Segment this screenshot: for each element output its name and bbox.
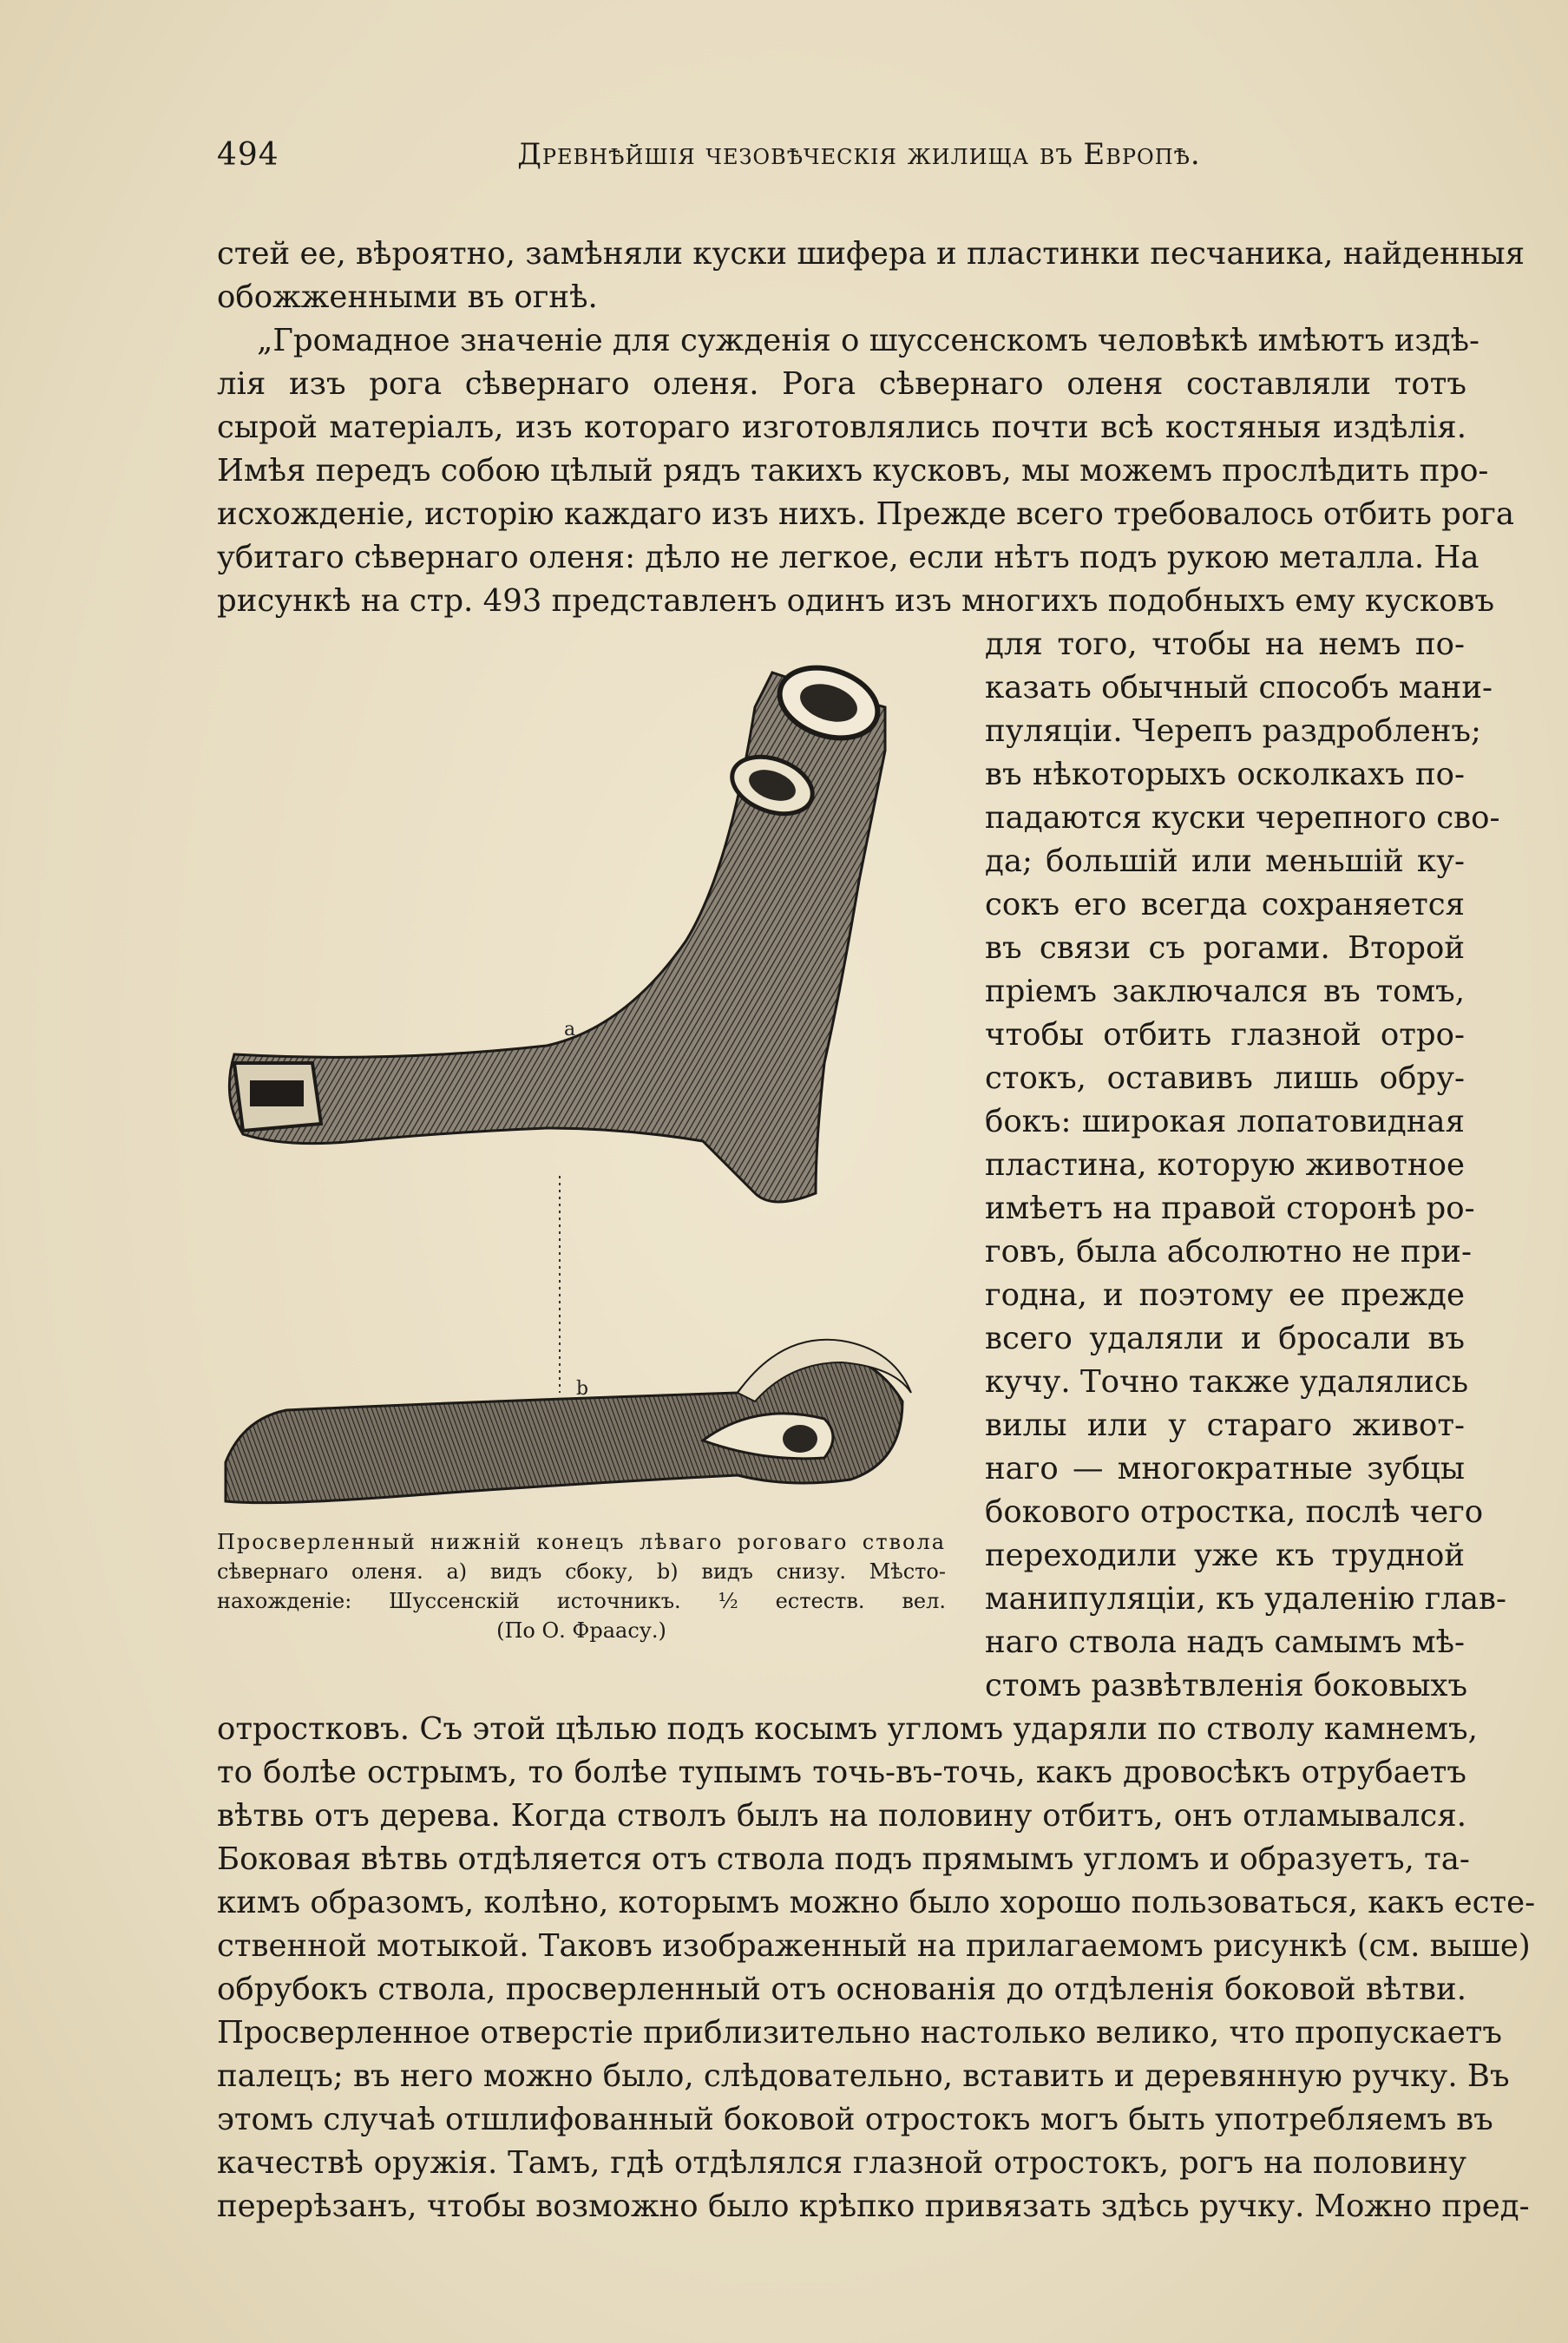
text-line: палецъ; въ него можно было, слѣдовательно, вставить и деревянную ручку. Въ — [217, 2058, 1510, 2094]
text-line: отростковъ. Съ этой цѣлью подъ косымъ угломъ ударяли по стволу камнемъ, — [217, 1711, 1478, 1747]
caption-line: нахожденіе: Шуссенскій источникъ. ½ естеств. вел. — [217, 1589, 946, 1613]
text-line: манипуляціи, къ удаленію глав- — [985, 1581, 1507, 1617]
text-line: качествѣ оружія. Тамъ, гдѣ отдѣлялся глазной отростокъ, рогъ на половину — [217, 2145, 1466, 2181]
text-line: падаются куски черепного сво- — [985, 800, 1500, 836]
text-line: вѣтвь отъ дерева. Когда стволъ былъ на половину отбитъ, онъ отламывался. — [217, 1798, 1466, 1834]
caption-line: (По О. Фраасу.) — [496, 1618, 666, 1643]
figure-view-a — [229, 656, 887, 1202]
caption-line: сѣвернаго оленя. а) видъ сбоку, b) видъ снизу. Мѣсто- — [217, 1559, 946, 1584]
text-line: переходили уже къ трудной — [985, 1538, 1465, 1573]
text-line: годна, и поэтому ее прежде — [985, 1277, 1465, 1313]
text-line: имѣетъ на правой сторонѣ ро- — [985, 1191, 1475, 1226]
antler-illustration — [217, 655, 963, 1514]
text-line: Боковая вѣтвь отдѣляется отъ ствола подъ прямымъ угломъ и образуетъ, та- — [217, 1841, 1470, 1877]
text-line: для того, чтобы на немъ по- — [985, 627, 1465, 662]
figure-view-b — [226, 1340, 911, 1503]
text-line: исхожденіе, исторію каждаго изъ нихъ. Прежде всего требовалось отбить рога — [217, 496, 1515, 532]
text-line: пуляціи. Черепъ раздробленъ; — [985, 713, 1481, 749]
text-line: наго ствола надъ самымъ мѣ- — [985, 1624, 1465, 1660]
text-line: ственной мотыкой. Таковъ изображенный на прилагаемомъ рисункѣ (см. выше) — [217, 1928, 1531, 1964]
text-line: казать обычный способъ мани- — [985, 670, 1493, 706]
text-line: говъ, была абсолютно не при- — [985, 1234, 1472, 1270]
text-line: всего удаляли и бросали въ — [985, 1321, 1465, 1356]
text-line: чтобы отбить глазной отро- — [985, 1017, 1465, 1053]
figure-label-a: a — [564, 1019, 576, 1040]
text-line: рисункѣ на стр. 493 представленъ одинъ изъ многихъ подобныхъ ему кусковъ — [217, 583, 1495, 619]
text-line: обрубокъ ствола, просверленный отъ основанія до отдѣленія боковой вѣтви. — [217, 1972, 1466, 2007]
text-line: Имѣя передъ собою цѣлый рядъ такихъ кусковъ, мы можемъ прослѣдить про- — [217, 453, 1489, 489]
text-line: наго — многократные зубцы — [985, 1451, 1465, 1487]
text-line: сырой матеріалъ, изъ котораго изготовлялись почти всѣ костяныя издѣлія. — [217, 410, 1466, 445]
text-line: въ связи съ рогами. Второй — [985, 930, 1465, 966]
text-line: убитаго сѣвернаго оленя: дѣло не легкое, если нѣтъ подъ рукою металла. На — [217, 540, 1479, 575]
text-line: сокъ его всегда сохраняется — [985, 887, 1465, 922]
figure-caption — [217, 1527, 946, 1645]
text-line: бокового отростка, послѣ чего — [985, 1494, 1484, 1530]
running-header — [217, 137, 1466, 189]
text-line: стей ее, вѣроятно, замѣняли куски шифера и пластинки песчаника, найденныя — [217, 236, 1525, 272]
text-line: бокъ: широкая лопатовидная — [985, 1104, 1465, 1139]
text-line: Просверленное отверстіе приблизительно настолько велико, что пропускаетъ — [217, 2015, 1502, 2051]
text-line: въ нѣкоторыхъ осколкахъ по- — [985, 757, 1465, 792]
text-line: вилы или у стараго живот- — [985, 1408, 1465, 1443]
text-line: кимъ образомъ, колѣно, которымъ можно было хорошо пользоваться, какъ есте- — [217, 1885, 1536, 1920]
text-line: то болѣе острымъ, то болѣе тупымъ точь-въ-точь, какъ дровосѣкъ отрубаетъ — [217, 1755, 1466, 1790]
text-line: пріемъ заключался въ томъ, — [985, 974, 1465, 1009]
running-title: Древнѣйшія чезовѣческія жилища въ Европѣ. — [517, 137, 1201, 172]
text-line: этомъ случаѣ отшлифованный боковой отростокъ могъ быть употребляемъ въ — [217, 2102, 1493, 2137]
text-line: пластина, которую животное — [985, 1147, 1465, 1183]
text-line: кучу. Точно также удалялись — [985, 1364, 1469, 1400]
figure-label-b: b — [576, 1378, 589, 1400]
text-line: стокъ, оставивъ лишь обру- — [985, 1060, 1465, 1096]
text-line: обожженными въ огнѣ. — [217, 279, 598, 315]
text-line: перерѣзанъ, чтобы возможно было крѣпко привязать здѣсь ручку. Можно пред- — [217, 2189, 1530, 2224]
caption-line: Просверленный нижній конецъ лѣваго роговаго ствола — [217, 1530, 946, 1554]
page-number: 494 — [217, 137, 279, 173]
text-line: да; большій или меньшій ку- — [985, 843, 1465, 879]
text-line: стомъ развѣтвленія боковыхъ — [985, 1668, 1468, 1703]
text-line: лія изъ рога сѣвернаго оленя. Рога сѣвернаго оленя составляли тотъ — [217, 366, 1466, 402]
text-line: „Громадное значеніе для сужденія о шуссенскомъ человѣкѣ имѣютъ издѣ- — [257, 323, 1479, 358]
